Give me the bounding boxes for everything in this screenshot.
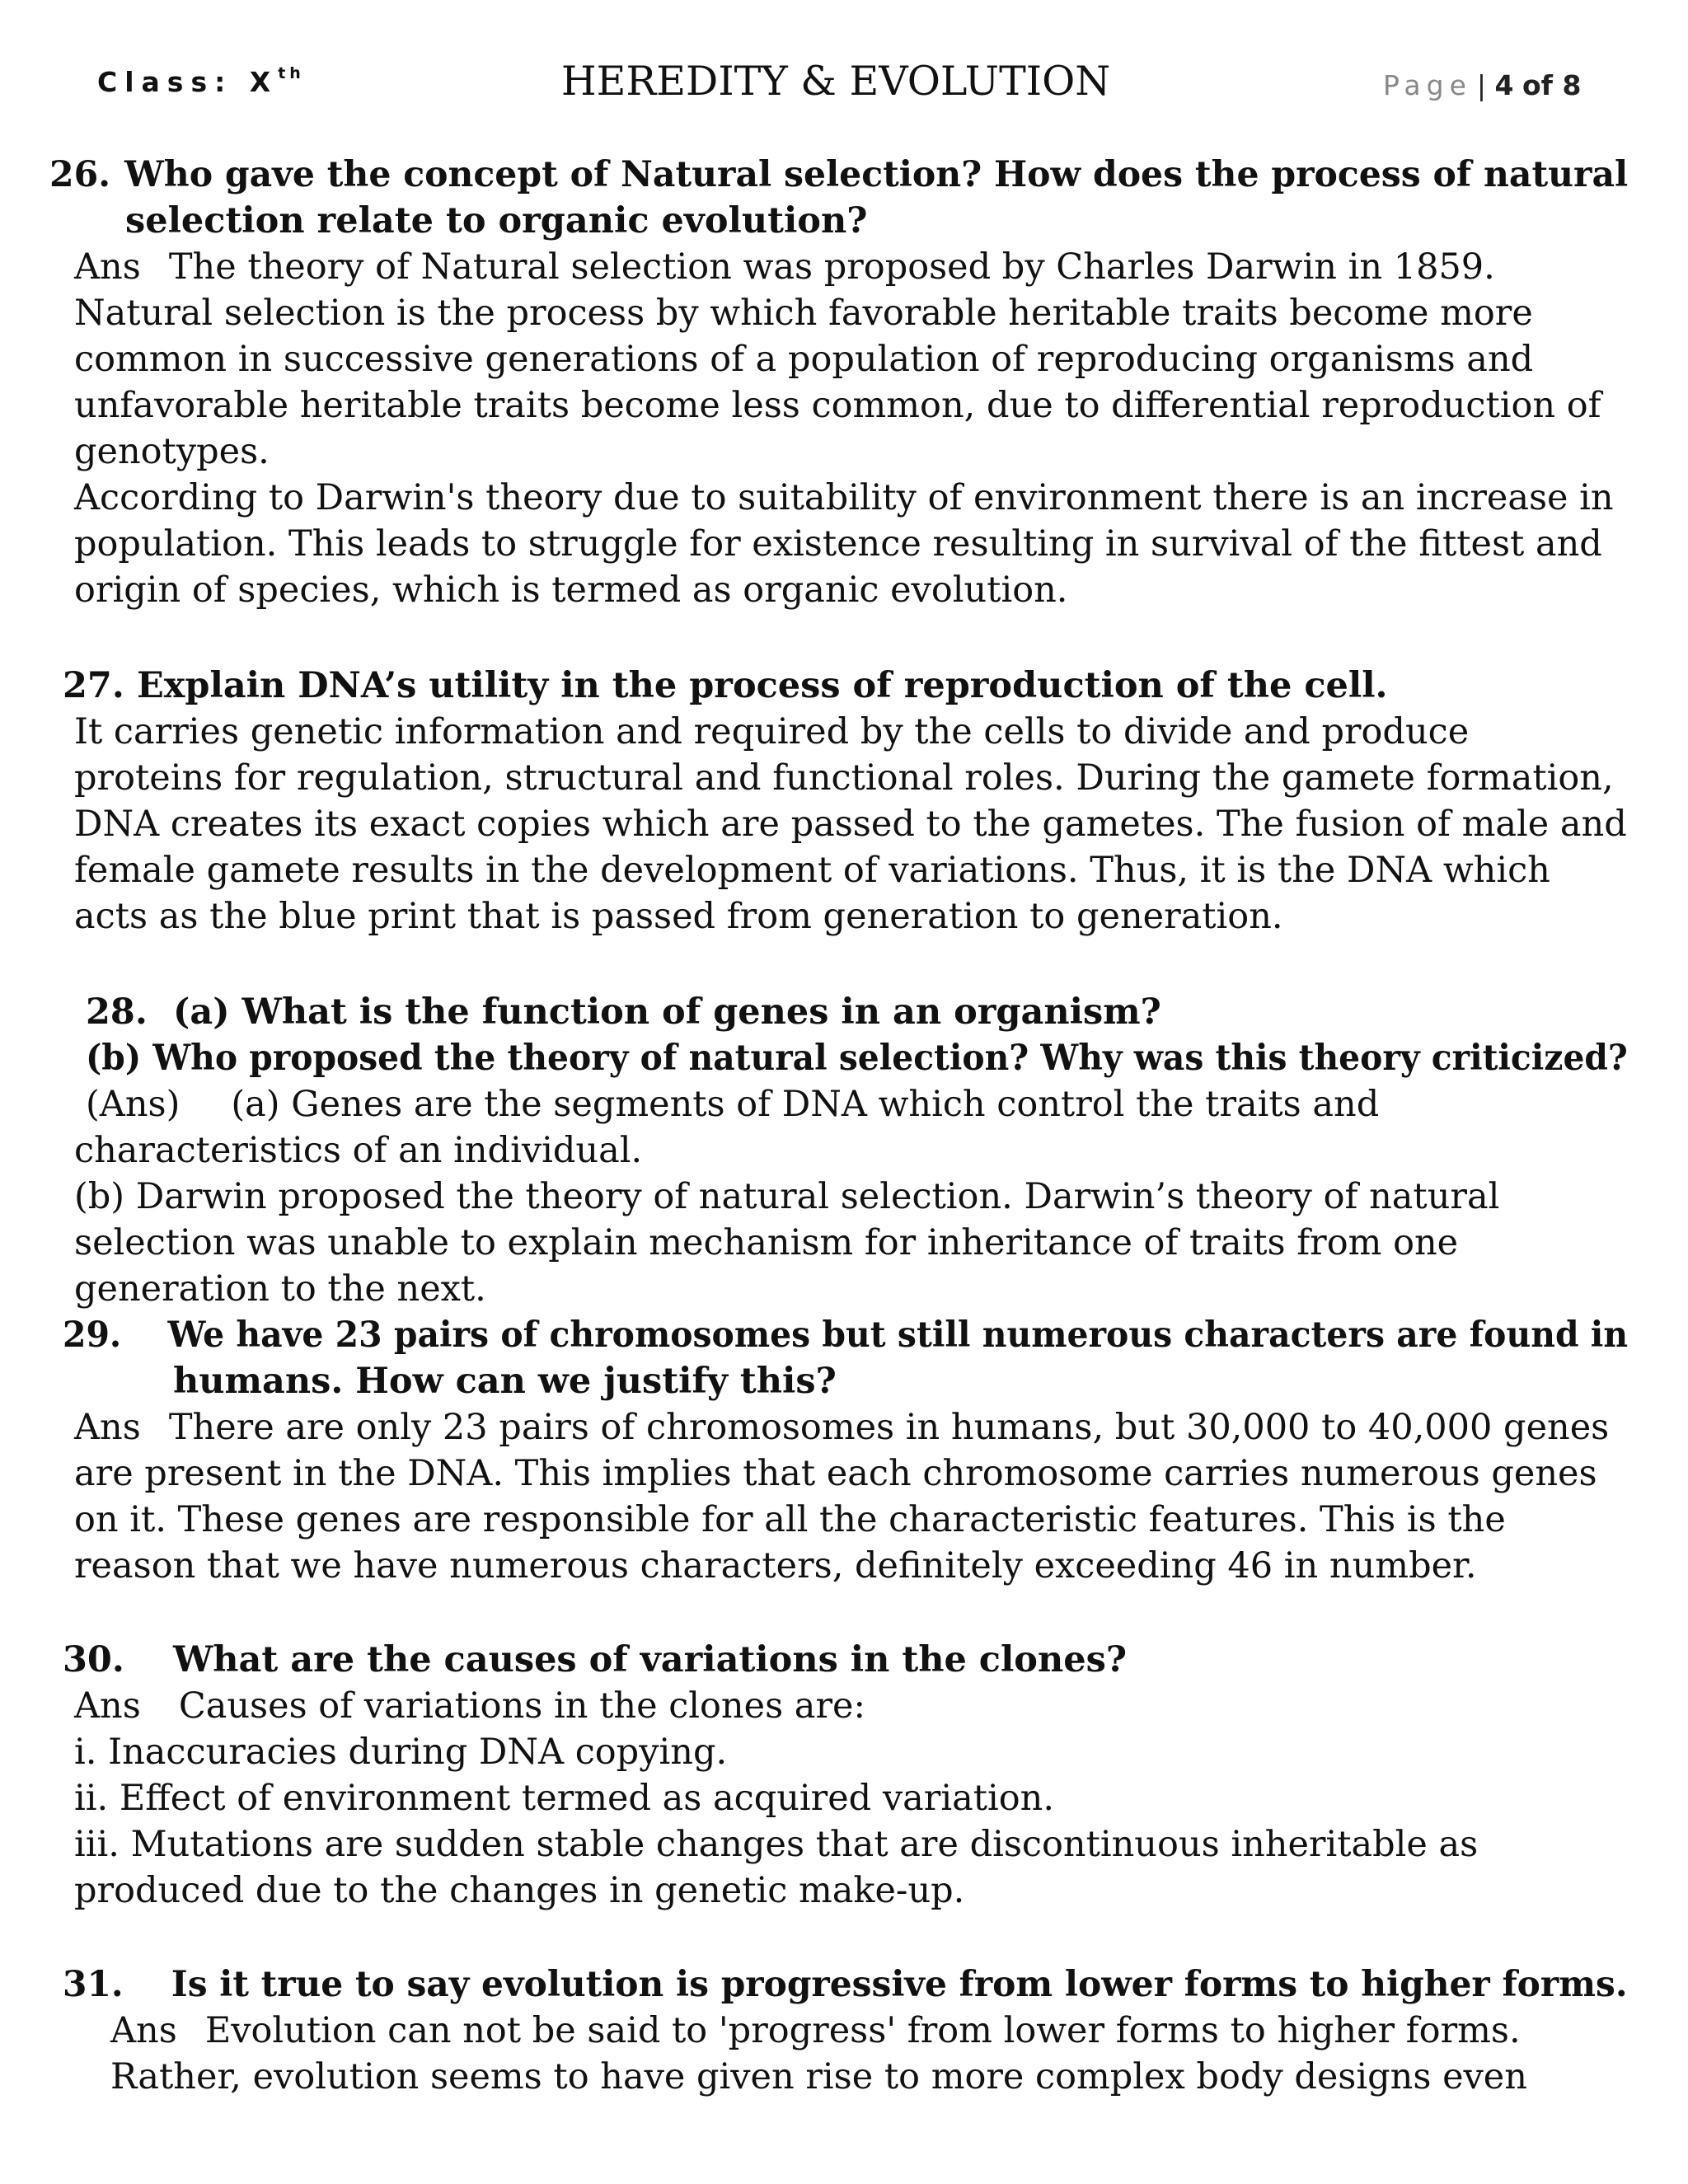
answer-29-line-3: on it. These genes are responsible for all the characteristic features. This is the (74, 1499, 1506, 1540)
answer-31-line-1 (110, 2008, 1521, 2054)
answer-26-line-7: population. This leads to struggle for existence resulting in survival of the fittest and (74, 523, 1602, 565)
answer-29-line-4: reason that we have numerous characters, definitely exceeding 46 in number. (74, 1545, 1477, 1586)
answer-30-text-1: Causes of variations in the clones are: (178, 1685, 865, 1727)
answer-28-line-1 (86, 1081, 1379, 1127)
question-31-number: 31. (63, 1964, 124, 2005)
question-30-text-1: What are the causes of variations in the clones? (173, 1639, 1128, 1680)
answer-31-label: Ans (110, 2010, 177, 2051)
answer-26-line-3: common in successive generations of a population of reproducing organisms and (74, 339, 1534, 380)
question-29-line-1 (63, 1312, 1628, 1358)
answer-29-line-1 (74, 1404, 1609, 1451)
answer-27-line-5: acts as the blue print that is passed from generation to generation. (74, 896, 1283, 937)
answer-26-line-4: unfavorable heritable traits become less common, due to differential reproduction of (74, 385, 1601, 426)
answer-30-label: Ans (74, 1685, 141, 1727)
answer-27-line-4: female gamete results in the development of variations. Thus, it is the DNA which (74, 850, 1550, 891)
answer-28-line-3: (b) Darwin proposed the theory of natural selection. Darwin’s theory of natural (74, 1176, 1500, 1217)
question-28-line-2: (b) Who proposed the theory of natural selection? Why was this theory criticized? (86, 1038, 1628, 1079)
page-word: Page (1383, 69, 1472, 101)
answer-27-line-2: proteins for regulation, structural and functional roles. During the gamete formation, (74, 757, 1614, 799)
question-26-line-2: selection relate to organic evolution? (125, 200, 868, 241)
page-separator: | (1476, 69, 1487, 101)
question-27-text-1: Explain DNA’s utility in the process of reproduction of the cell. (137, 665, 1388, 706)
answer-28-line-2: characteristics of an individual. (74, 1130, 643, 1171)
question-31-line-1 (63, 1961, 1628, 2008)
question-28-text-1: (a) What is the function of genes in an organism? (173, 991, 1161, 1033)
answer-30-line-1 (74, 1683, 865, 1729)
question-26-text-1: Who gave the concept of Natural selection? How does the process of natural (124, 154, 1629, 195)
question-30-number: 30. (63, 1639, 124, 1680)
answer-27-line-1: It carries genetic information and required by the cells to divide and produce (74, 711, 1470, 752)
answer-31-line-2: Rather, evolution seems to have given rise to more complex body designs even (110, 2056, 1527, 2097)
answer-26-line-2: Natural selection is the process by which favorable heritable traits become more (74, 293, 1533, 334)
question-29-text-1: We have 23 pairs of chromosomes but still numerous characters are found in (167, 1315, 1629, 1356)
page-current: 4 (1494, 69, 1514, 101)
answer-26-text-1: The theory of Natural selection was proposed by Charles Darwin in 1859. (168, 246, 1495, 288)
answer-30-line-2: i. Inaccuracies during DNA copying. (74, 1732, 728, 1773)
answer-28-text-1: (a) Genes are the segments of DNA which control the traits and (231, 1084, 1380, 1125)
page-number (1383, 69, 1581, 101)
answer-28-line-5: generation to the next. (74, 1268, 486, 1310)
class-superscript: th (278, 64, 305, 82)
page-title-text: HEREDITY & EVOLUTION (560, 58, 1111, 105)
answer-28-label: (Ans) (86, 1084, 181, 1125)
question-31-text-1: Is it true to say evolution is progressive from lower forms to higher forms. (171, 1964, 1628, 2005)
answer-26-line-6: According to Darwin's theory due to suitability of environment there is an increase in (74, 477, 1614, 518)
answer-29-label: Ans (74, 1407, 141, 1448)
answer-26-line-8: origin of species, which is termed as organic evolution. (74, 569, 1068, 611)
question-26-number: 26. (49, 154, 111, 195)
page-total: of 8 (1522, 69, 1582, 101)
answer-29-line-2: are present in the DNA. This implies that each chromosome carries numerous genes (74, 1453, 1597, 1494)
answer-26-label: Ans (74, 246, 141, 288)
answer-27-line-3: DNA creates its exact copies which are passed to the gametes. The fusion of male and (74, 804, 1627, 845)
question-29-line-2: humans. How can we justify this? (173, 1361, 837, 1402)
question-30-line-1 (63, 1637, 1127, 1683)
question-29-number: 29. (63, 1315, 122, 1356)
question-28-number: 28. (86, 991, 148, 1033)
class-text: Class: X (97, 66, 279, 98)
answer-28-line-4: selection was unable to explain mechanism for inheritance of traits from one (74, 1222, 1459, 1263)
answer-30-line-4: iii. Mutations are sudden stable changes that are discontinuous inheritable as (74, 1824, 1479, 1865)
question-28-line-1 (86, 989, 1161, 1035)
answer-30-line-5: produced due to the changes in genetic make-up. (74, 1870, 965, 1911)
question-26-line-1 (49, 152, 1628, 198)
answer-30-line-3: ii. Effect of environment termed as acquired variation. (74, 1778, 1055, 1819)
question-27-number: 27. (63, 665, 124, 706)
answer-31-text-1: Evolution can not be said to 'progress' from lower forms to higher forms. (204, 2010, 1521, 2051)
question-27-line-1 (63, 663, 1388, 709)
answer-29-text-1: There are only 23 pairs of chromosomes in humans, but 30,000 to 40,000 genes (168, 1407, 1610, 1448)
answer-26-line-5: genotypes. (74, 431, 270, 472)
answer-26-line-1 (74, 244, 1495, 290)
